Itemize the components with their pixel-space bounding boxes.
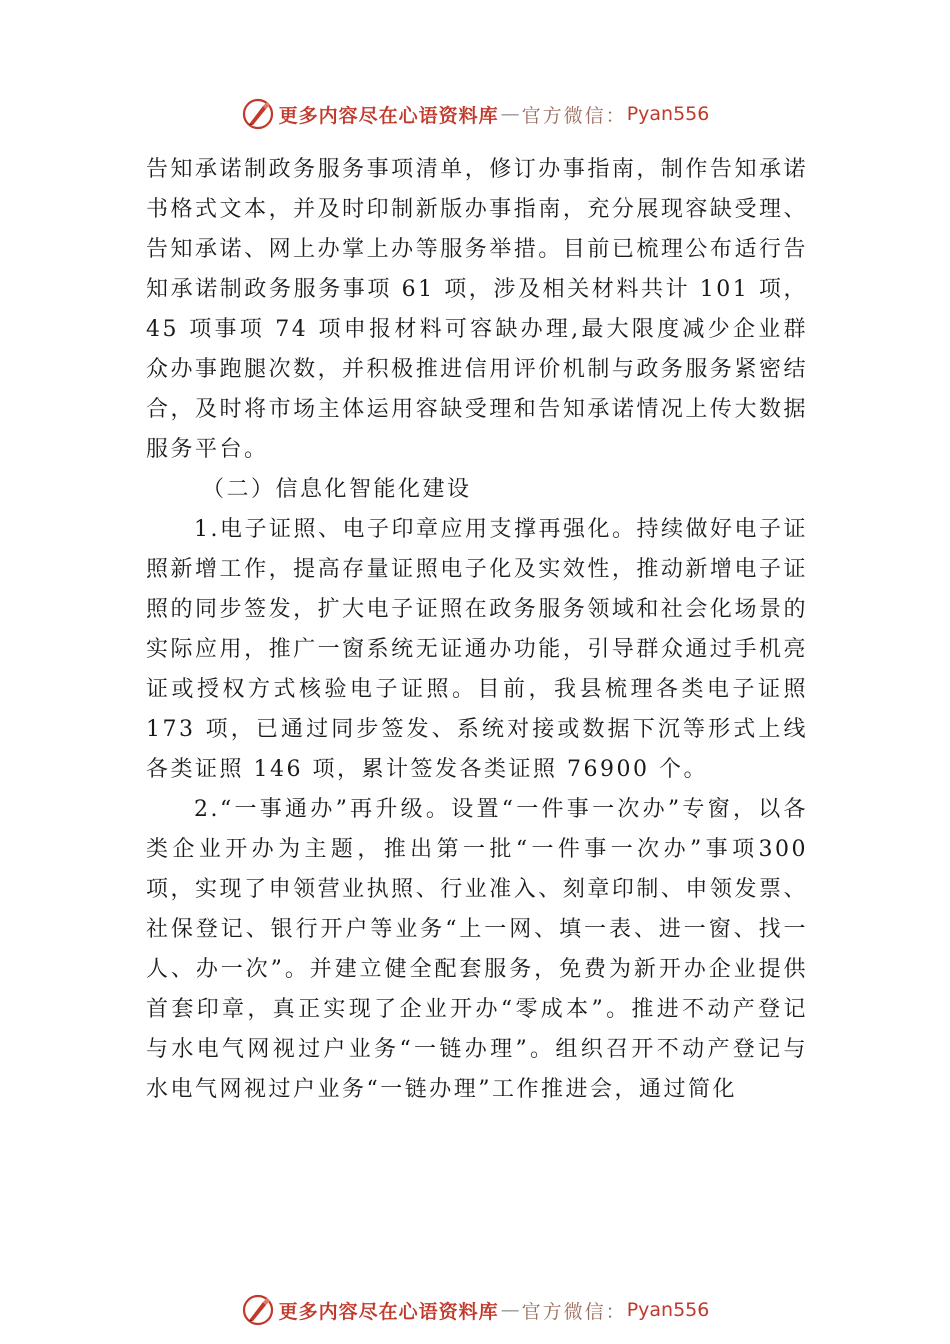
watermark-separator: —	[500, 103, 520, 125]
header-watermark	[0, 96, 950, 132]
paragraph-commitment-list: 告知承诺制政务服务事项清单，修订办事指南，制作告知承诺书格式文本，并及时印制新版办事指南，充分展现容缺受理、告知承诺、网上办掌上办等服务举措。目前已梳理公布适行告知承诺制政务服务事项 61 项，涉及相关材料共计 101 项，45 项事项 74 项申报材料可容缺办理,最大限度减少企业群众办事跑腿次数，并积极推进信用评价机制与政务服务紧密结合，及时将市场主体运用容缺受理和告知承诺情况上传大数据服务平台。	[146, 157, 808, 462]
footer-watermark	[0, 1292, 950, 1328]
watermark-brand: 更多内容尽在心语资料库	[278, 104, 499, 127]
watermark-brand: 更多内容尽在心语资料库	[278, 1300, 499, 1323]
watermark-wechat-id: Pyan556	[626, 103, 710, 125]
section-heading: （二）信息化智能化建设	[202, 477, 472, 502]
document-body	[146, 150, 808, 1110]
pen-quill-icon	[241, 97, 275, 131]
watermark-label: 官方微信：	[521, 104, 627, 127]
watermark-wechat-id: Pyan556	[626, 1299, 710, 1321]
paragraph-one-stop-service: 2.“一事通办”再升级。设置“一件事一次办”专窗，以各类企业开办为主题，推出第一批“一件事一次办”事项300 项，实现了申领营业执照、行业准入、刻章印制、申领发票、社保登记、银行开户等业务“上一网、填一表、进一窗、找一人、办一次”。并建立健全配套服务，免费为新开办企业提供首套印章，真正实现了企业开办“零成本”。推进不动产登记与水电气网视过户业务“一链办理”。组织召开不动产登记与水电气网视过户业务“一链办理”工作推进会，通过简化	[146, 797, 808, 1102]
watermark-label: 官方微信：	[521, 1300, 627, 1323]
paragraph-electronic-license: 1.电子证照、电子印章应用支撑再强化。持续做好电子证照新增工作，提高存量证照电子化及实效性，推动新增电子证照的同步签发，扩大电子证照在政务服务领域和社会化场景的实际应用，推广一窗系统无证通办功能，引导群众通过手机亮证或授权方式核验电子证照。目前，我县梳理各类电子证照 173 项，已通过同步签发、系统对接或数据下沉等形式上线各类证照 146 项，累计签发各类证照 76900 个。	[146, 517, 808, 782]
pen-quill-icon	[241, 1293, 275, 1327]
watermark-separator: —	[500, 1299, 520, 1321]
